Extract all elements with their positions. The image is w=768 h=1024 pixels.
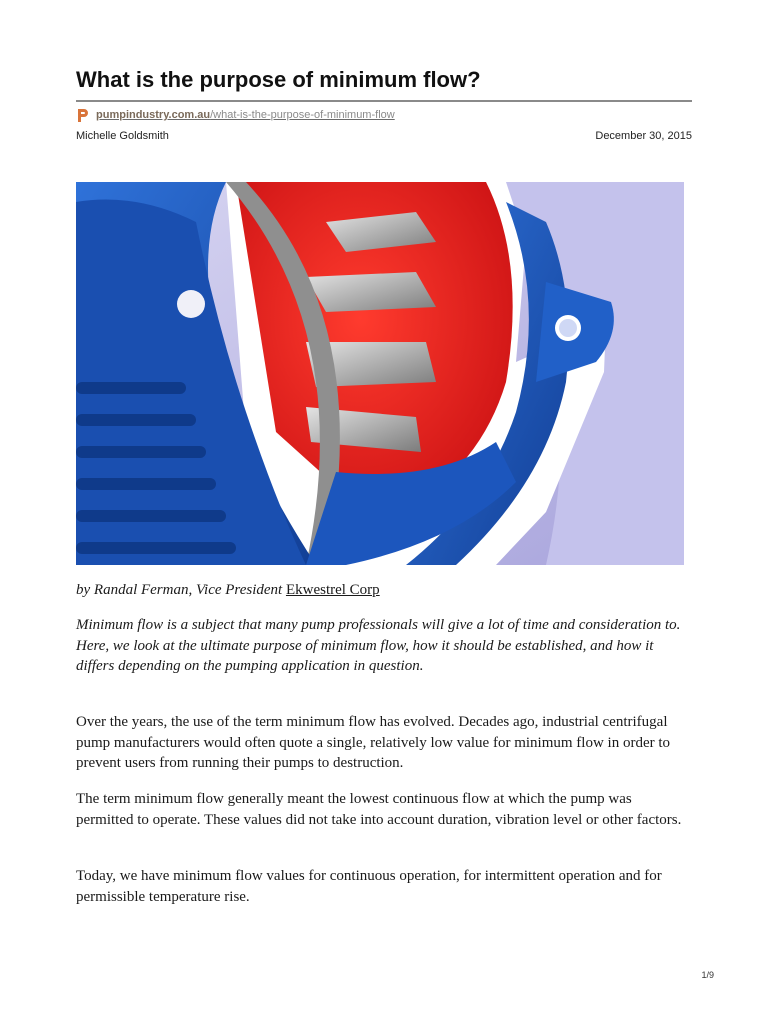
body-paragraph: The term minimum flow generally meant the lowest continuous flow at which the pump was permitted to operate. These values did not take into account duration, vibration level or other factors.: [76, 791, 682, 828]
page-number: 1/9: [701, 970, 714, 980]
page-title: What is the purpose of minimum flow?: [76, 67, 481, 92]
author-date-row: [76, 130, 692, 142]
source-path: /what-is-the-purpose-of-minimum-flow: [210, 109, 395, 121]
body-paragraph: Today, we have minimum flow values for continuous operation, for intermittent operation and for permissible temperature rise.: [76, 868, 662, 905]
byline-text: by Randal Ferman, Vice President: [76, 582, 286, 598]
source-link[interactable]: [96, 109, 395, 121]
source-line: [76, 107, 395, 123]
author-name: Michelle Goldsmith: [76, 130, 169, 142]
hero-image: [76, 182, 684, 565]
publish-date: December 30, 2015: [595, 130, 692, 142]
byline: [76, 580, 692, 600]
intro-paragraph: Minimum flow is a subject that many pump professionals will give a lot of time and consideration to. Here, we look at the ultimate purpose of minimum flow, how it should be established, and how it differs depending on the pumping application in question.: [76, 617, 681, 675]
body-paragraph: Over the years, the use of the term minimum flow has evolved. Decades ago, industrial centrifugal pump manufacturers would often quote a single, relatively low value for minimum flow in order to prevent users from running their pumps to destruction.: [76, 714, 671, 772]
pumpindustry-logo-icon: [76, 107, 90, 123]
title-divider: [76, 100, 692, 102]
source-domain: pumpindustry.com.au: [96, 109, 211, 121]
company-link[interactable]: Ekwestrel Corp: [285, 582, 380, 598]
